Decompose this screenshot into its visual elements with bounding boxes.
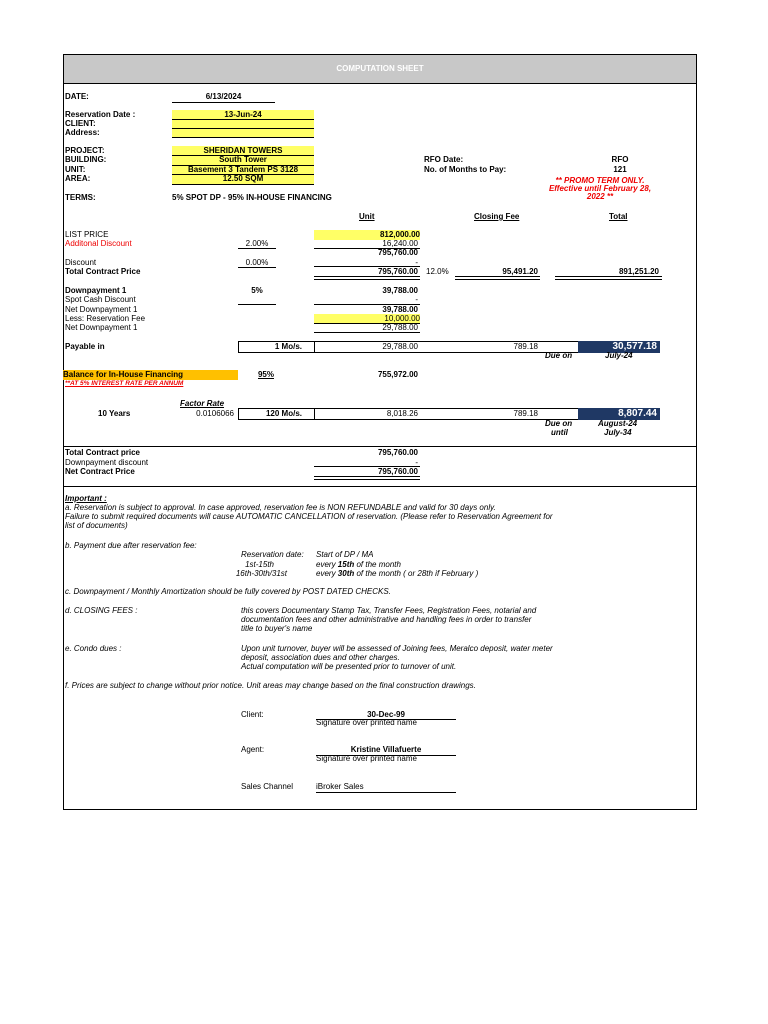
terms-label: TERMS: — [65, 193, 96, 202]
promo-line-3: 2022 ** — [586, 192, 614, 201]
note-d-2: documentation fees and other administrative and handling fees in order to transfer — [241, 615, 532, 624]
signature-line — [316, 792, 456, 793]
additional-discount-value: 16,240.00 — [382, 239, 418, 248]
interest-note: **AT 5% INTEREST RATE PER ANNUM — [65, 380, 184, 387]
promo-line-1: ** PROMO TERM ONLY. — [555, 176, 645, 185]
building-value: South Tower — [172, 155, 314, 165]
line — [172, 165, 314, 166]
line — [172, 184, 314, 185]
note-d-1: this covers Documentary Stamp Tax, Transfer Fees, Registration Fees, notarial and — [241, 606, 537, 615]
additional-discount-label: Additonal Discount — [65, 239, 132, 248]
tcp-value: 795,760.00 — [377, 267, 418, 276]
note-b-res-label: Reservation date: — [241, 550, 304, 559]
area-label: AREA: — [65, 174, 91, 183]
sales-channel-label: Sales Channel — [241, 782, 294, 791]
monthly-unit: 8,018.26 — [386, 409, 418, 418]
note-b-row2-left: 16th-30th/31st — [235, 569, 287, 578]
years-label: 10 Years — [98, 409, 131, 418]
line — [238, 248, 276, 249]
summary-tcp-value: 795,760.00 — [377, 448, 418, 457]
ma-due-on-label: Due on — [545, 419, 573, 428]
months-value: 121 — [613, 165, 627, 174]
unit-value: Basement 3 Tandem PS 3128 — [172, 165, 314, 175]
ma-until-label: until — [551, 428, 568, 437]
col-total: Total — [609, 212, 628, 221]
client-sign-caption: Signature over printed name — [316, 718, 417, 727]
payable-label: Payable in — [65, 342, 105, 351]
agent-sign-label: Agent: — [241, 745, 265, 754]
section-divider — [63, 486, 697, 487]
payable-unit: 29,788.00 — [382, 342, 418, 351]
note-b-start-label: Start of DP / MA — [316, 550, 374, 559]
project-label: PROJECT: — [65, 146, 105, 155]
date-value: 6/13/2024 — [205, 92, 242, 101]
rfo-date-value: RFO — [611, 155, 629, 164]
dp-label: Downpayment 1 — [65, 286, 127, 295]
spot-cash-value: - — [415, 295, 418, 304]
tcp-total-value: 891,251.20 — [618, 267, 659, 276]
note-a-1: a. Reservation is subject to approval. In case approved, reservation fee is NON REFUNDABLE and valid for 30 days only. — [65, 503, 496, 512]
payable-total: 30,577.18 — [578, 341, 660, 353]
note-d-3: title to buyer's name — [241, 624, 313, 633]
double-underline — [555, 276, 662, 280]
note-e-1: Upon unit turnover, buyer will be assessed of Joining fees, Meralco deposit, water meter — [241, 644, 553, 653]
note-b-row1-left: 1st-15th — [245, 560, 274, 569]
line — [172, 119, 314, 120]
important-heading: Important : — [65, 494, 107, 503]
double-underline — [314, 276, 420, 280]
project-value: SHERIDAN TOWERS — [172, 146, 314, 156]
payable-terms: 1 Mo/s. — [274, 342, 302, 351]
line — [238, 304, 276, 305]
note-e-3: Actual computation will be presented prior to turnover of unit. — [241, 662, 457, 671]
less-reservation-label: Less: Reservation Fee — [65, 314, 146, 323]
reservation-date-value: 13-Jun-24 — [172, 110, 314, 120]
area-value: 12.50 SQM — [172, 174, 314, 184]
date-label: DATE: — [65, 92, 89, 101]
discount-value: - — [415, 258, 418, 267]
line — [172, 137, 314, 138]
less-reservation-value: 10,000.00 — [314, 314, 420, 324]
note-e-2: deposit, association dues and other charges. — [241, 653, 400, 662]
note-f: f. Prices are subject to change without prior notice. Unit areas may change based on the final construction drawings. — [65, 681, 476, 690]
summary-dp-disc-label: Downpayment discount — [65, 458, 149, 467]
list-price-label: LIST PRICE — [65, 230, 109, 239]
col-unit: Unit — [359, 212, 375, 221]
closing-value: 95,491.20 — [502, 267, 538, 276]
summary-ncp-label: Net Contract Price — [65, 467, 135, 476]
note-a-3: list of documents) — [65, 521, 128, 530]
net-dp2-label: Net Downpayment 1 — [65, 323, 138, 332]
note-a-2: Failure to submit required documents will cause AUTOMATIC CANCELLATION of reservation. (Please refer to Reservation Agreement for — [65, 512, 553, 521]
note-b: b. Payment due after reservation fee: — [65, 541, 197, 550]
ma-until-value: July-34 — [604, 428, 632, 437]
client-label: CLIENT: — [65, 119, 96, 128]
additional-discount-pct: 2.00% — [245, 239, 269, 248]
tcp-label: Total Contract Price — [65, 267, 141, 276]
dp-due-on-label: Due on — [545, 351, 573, 360]
agent-sign-caption: Signature over printed name — [316, 754, 417, 763]
net-dp-value: 39,788.00 — [382, 305, 418, 314]
summary-ncp-value: 795,760.00 — [377, 467, 418, 476]
balance-value: 755,972.00 — [377, 370, 418, 379]
double-underline — [314, 476, 420, 480]
monthly-total: 8,807.44 — [578, 408, 660, 420]
monthly-closing: 789.18 — [513, 409, 538, 418]
balance-label: Balance for In-House Financing — [63, 370, 238, 380]
net-dp2-value: 29,788.00 — [382, 323, 418, 332]
closing-pct: 12.0% — [426, 267, 449, 276]
client-sign-label: Client: — [241, 710, 264, 719]
note-b-row1: every 15th of the month — [316, 560, 401, 569]
terms-value: 5% SPOT DP - 95% IN-HOUSE FINANCING — [172, 193, 332, 202]
note-c: c. Downpayment / Monthly Amortization should be fully covered by POST DATED CHECKS. — [65, 587, 391, 596]
spot-cash-label: Spot Cash Discount — [65, 295, 136, 304]
line — [172, 155, 314, 156]
note-b-row2: every 30th of the month ( or 28th if February ) — [316, 569, 479, 578]
line — [238, 267, 276, 268]
net-dp-label: Net Downpayment 1 — [65, 305, 138, 314]
unit-label: UNIT: — [65, 165, 86, 174]
promo-line-2: Effective until February 28, — [548, 184, 652, 193]
line — [172, 174, 314, 175]
building-label: BUILDING: — [65, 155, 107, 164]
line — [314, 332, 420, 333]
months-label: No. of Months to Pay: — [424, 165, 507, 174]
payable-closing: 789.18 — [513, 342, 538, 351]
dp-due-on-value: July-24 — [605, 351, 633, 360]
balance-pct: 95% — [257, 370, 274, 379]
list-price-value: 812,000.00 — [314, 230, 420, 240]
subtotal-value: 795,760.00 — [377, 248, 418, 257]
dp-value: 39,788.00 — [382, 286, 418, 295]
amortization-terms: 120 Mo/s. — [265, 409, 302, 418]
section-divider — [63, 446, 697, 447]
reservation-date-label: Reservation Date : — [65, 110, 136, 119]
summary-tcp-label: Total Contract price — [65, 448, 140, 457]
factor-rate-label: Factor Rate — [180, 399, 225, 408]
col-closing-fee: Closing Fee — [474, 212, 520, 221]
client-sign-value: 30-Dec-99 — [367, 710, 405, 719]
factor-value: 0.0106066 — [196, 409, 234, 418]
address-label: Address: — [65, 128, 100, 137]
sales-channel-value: iBroker Sales — [316, 782, 364, 791]
sheet-title: COMPUTATION SHEET — [64, 55, 696, 84]
discount-label: Discount — [65, 258, 97, 267]
date-underline — [172, 102, 275, 103]
discount-pct: 0.00% — [245, 258, 269, 267]
summary-dp-disc-value: - — [415, 458, 418, 467]
dp-pct: 5% — [251, 286, 263, 295]
double-underline — [455, 276, 540, 280]
note-e-label: e. Condo dues : — [65, 644, 122, 653]
rfo-date-label: RFO Date: — [424, 155, 464, 164]
agent-sign-value: Kristine Villafuerte — [350, 745, 422, 754]
ma-due-on-value: August-24 — [598, 419, 638, 428]
note-d-label: d. CLOSING FEES : — [65, 606, 138, 615]
line — [172, 128, 314, 129]
